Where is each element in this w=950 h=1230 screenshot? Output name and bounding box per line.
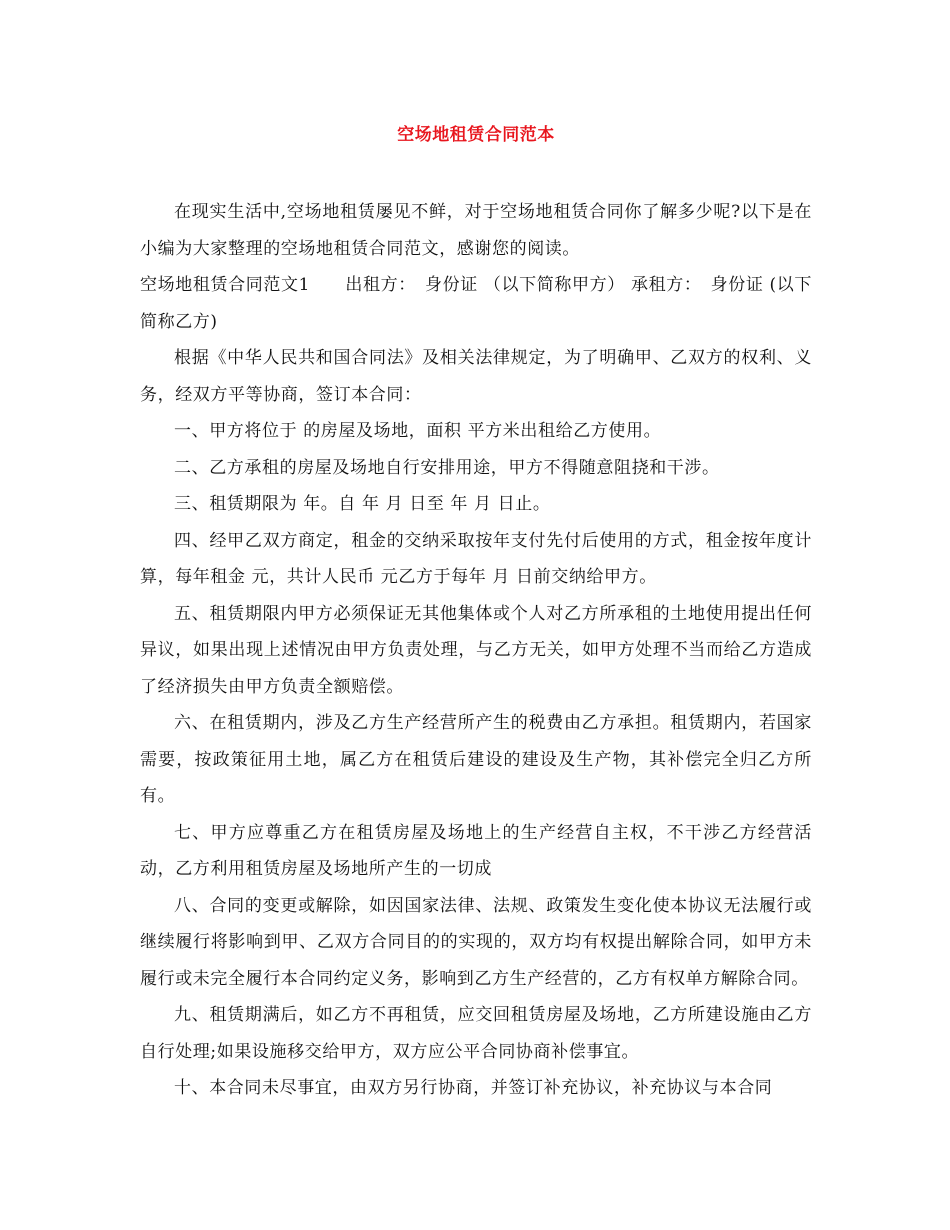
clause-7: 七、甲方应尊重乙方在租赁房屋及场地上的生产经营自主权，不干涉乙方经营活动，乙方利用租赁房屋及场地所产生的一切成 xyxy=(140,822,812,879)
clause-6: 六、在租赁期内，涉及乙方生产经营所产生的税费由乙方承担。租赁期内，若国家需要，按政策征用土地，属乙方在租赁后建设的建设及生产物，其补偿完全归乙方所有。 xyxy=(140,713,812,806)
clause-9: 九、租赁期满后，如乙方不再租赁，应交回租赁房屋及场地，乙方所建设施由乙方自行处理;如果设施移交给甲方，双方应公平合同协商补偿事宜。 xyxy=(140,1005,812,1062)
clause-10: 十、本合同未尽事宜，由双方另行协商，并签订补充协议，补充协议与本合同 xyxy=(174,1078,773,1098)
clause-3: 三、租赁期限为 年。自 年 月 日至 年 月 日止。 xyxy=(174,494,551,514)
paragraph-preamble: 根据《中华人民共和国合同法》及相关法律规定，为了明确甲、乙双方的权利、义务，经双方平等协商，签订本合同： xyxy=(140,348,812,405)
clause-2: 二、乙方承租的房屋及场地自行安排用途，甲方不得随意阻挠和干涉。 xyxy=(174,457,720,478)
paragraph-parties: 空场地租赁合同范文1 出租方： 身份证 （以下简称甲方） 承租方： 身份证 (以下简称乙方) xyxy=(140,275,812,332)
clause-4: 四、经甲乙双方商定，租金的交纳采取按年支付先付后使用的方式，租金按年度计算，每年租金 元，共计人民币 元乙方于每年 月 日前交纳给甲方。 xyxy=(140,530,812,587)
paragraph-intro: 在现实生活中,空场地租赁屡见不鲜，对于空场地租赁合同你了解多少呢?以下是在小编为大家整理的空场地租赁合同范文，感谢您的阅读。 xyxy=(140,202,812,259)
clause-5: 五、租赁期限内甲方必须保证无其他集体或个人对乙方所承租的土地使用提出任何异议，如果出现上述情况由甲方负责处理，与乙方无关，如甲方处理不当而给乙方造成了经济损失由甲方负责全额赔偿。 xyxy=(140,603,812,697)
clause-8: 八、合同的变更或解除，如因国家法律、法规、政策发生变化使本协议无法履行或继续履行将影响到甲、乙双方合同目的的实现的，双方均有权提出解除合同，如甲方未履行或未完全履行本合同约定义务，影响到乙方生产经营的，乙方有权单方解除合同。 xyxy=(140,895,812,989)
clause-1: 一、甲方将位于 的房屋及场地，面积 平方米出租给乙方使用。 xyxy=(174,421,662,441)
document-body xyxy=(140,194,812,1107)
document-title: 空场地租赁合同范本 xyxy=(397,125,555,145)
